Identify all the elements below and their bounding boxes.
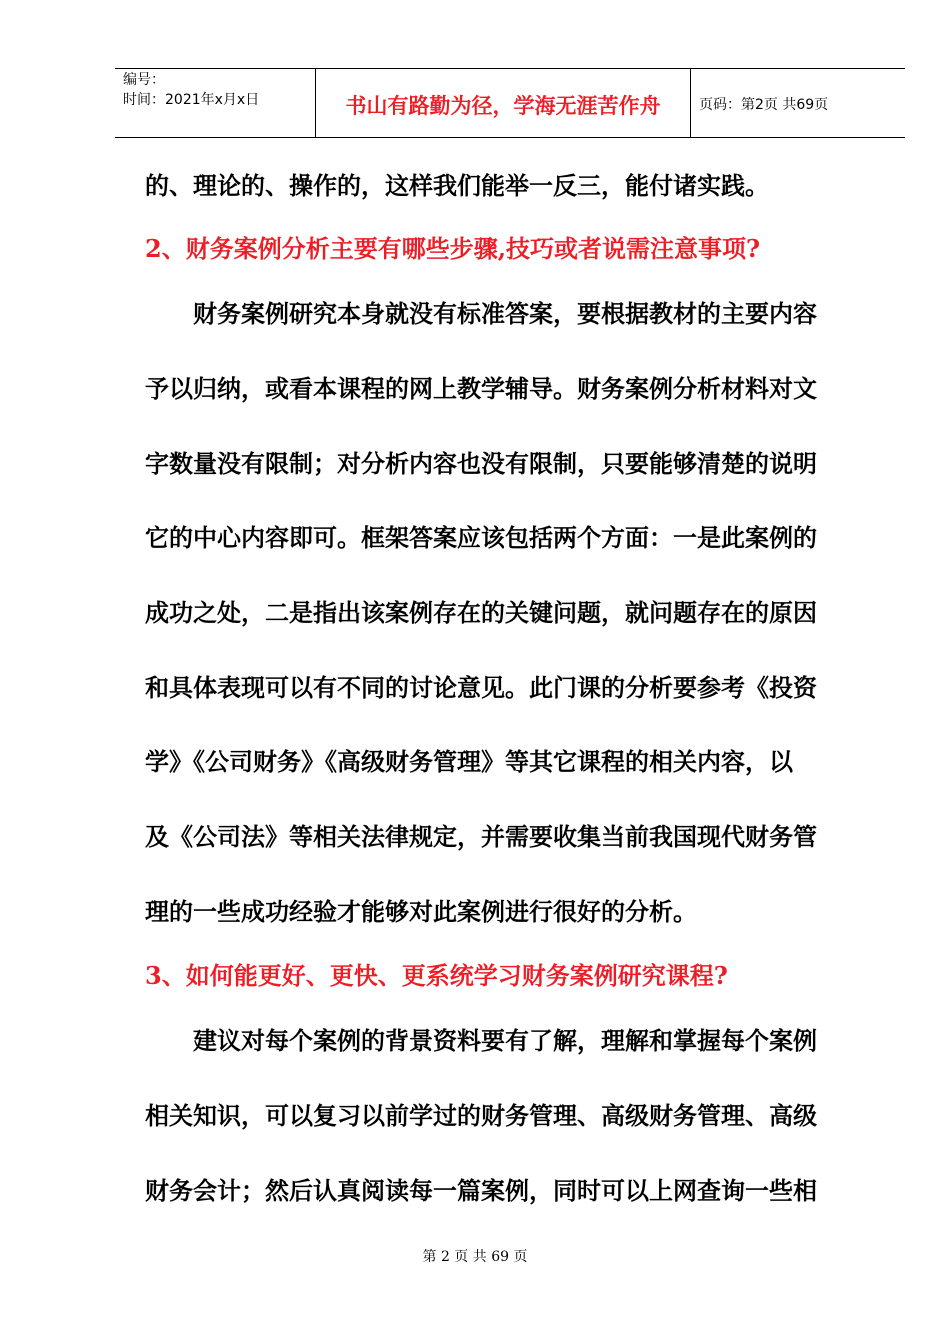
body-line: 和具体表现可以有不同的讨论意见。此门课的分析要参考《投资 [145, 673, 817, 702]
section-heading: 3、如何能更好、更快、更系统学习财务案例研究课程? [145, 961, 728, 990]
body-line: 予以归纳，或看本课程的网上教学辅导。财务案例分析材料对文 [145, 374, 817, 403]
section-heading: 2、财务案例分析主要有哪些步骤,技巧或者说需注意事项? [145, 234, 761, 263]
body-line: 财务案例研究本身就没有标准答案，要根据教材的主要内容 [193, 299, 817, 328]
code-label: 编号： [123, 72, 165, 88]
body-line: 及《公司法》等相关法律规定，并需要收集当前我国现代财务管 [145, 822, 817, 851]
header-page-cell [691, 69, 905, 137]
header-meta-cell [115, 69, 315, 137]
header-motto-cell [315, 69, 691, 137]
body-line: 的、理论的、操作的，这样我们能举一反三，能付诸实践。 [145, 171, 769, 200]
body-line: 成功之处，二是指出该案例存在的关键问题，就问题存在的原因 [145, 598, 817, 627]
page-header [115, 68, 905, 138]
body-line: 相关知识，可以复习以前学过的财务管理、高级财务管理、高级 [145, 1101, 817, 1130]
date-label: 时间：2021年x月x日 [123, 92, 260, 108]
body-line: 财务会计；然后认真阅读每一篇案例，同时可以上网查询一些相 [145, 1176, 817, 1205]
body-line: 建议对每个案例的背景资料要有了解，理解和掌握每个案例 [193, 1026, 817, 1055]
body-line: 学》《公司财务》《高级财务管理》等其它课程的相关内容，以 [145, 747, 793, 776]
motto: 书山有路勤为径，学海无涯苦作舟 [345, 93, 661, 118]
body-line: 它的中心内容即可。框架答案应该包括两个方面：一是此案例的 [145, 523, 817, 552]
body-line: 字数量没有限制；对分析内容也没有限制，只要能够清楚的说明 [145, 449, 817, 478]
header-page-info: 页码：第2页 共69页 [699, 97, 829, 113]
page-footer: 第 2 页 共 69 页 [422, 1249, 528, 1265]
body-line: 理的一些成功经验才能够对此案例进行很好的分析。 [145, 897, 697, 926]
